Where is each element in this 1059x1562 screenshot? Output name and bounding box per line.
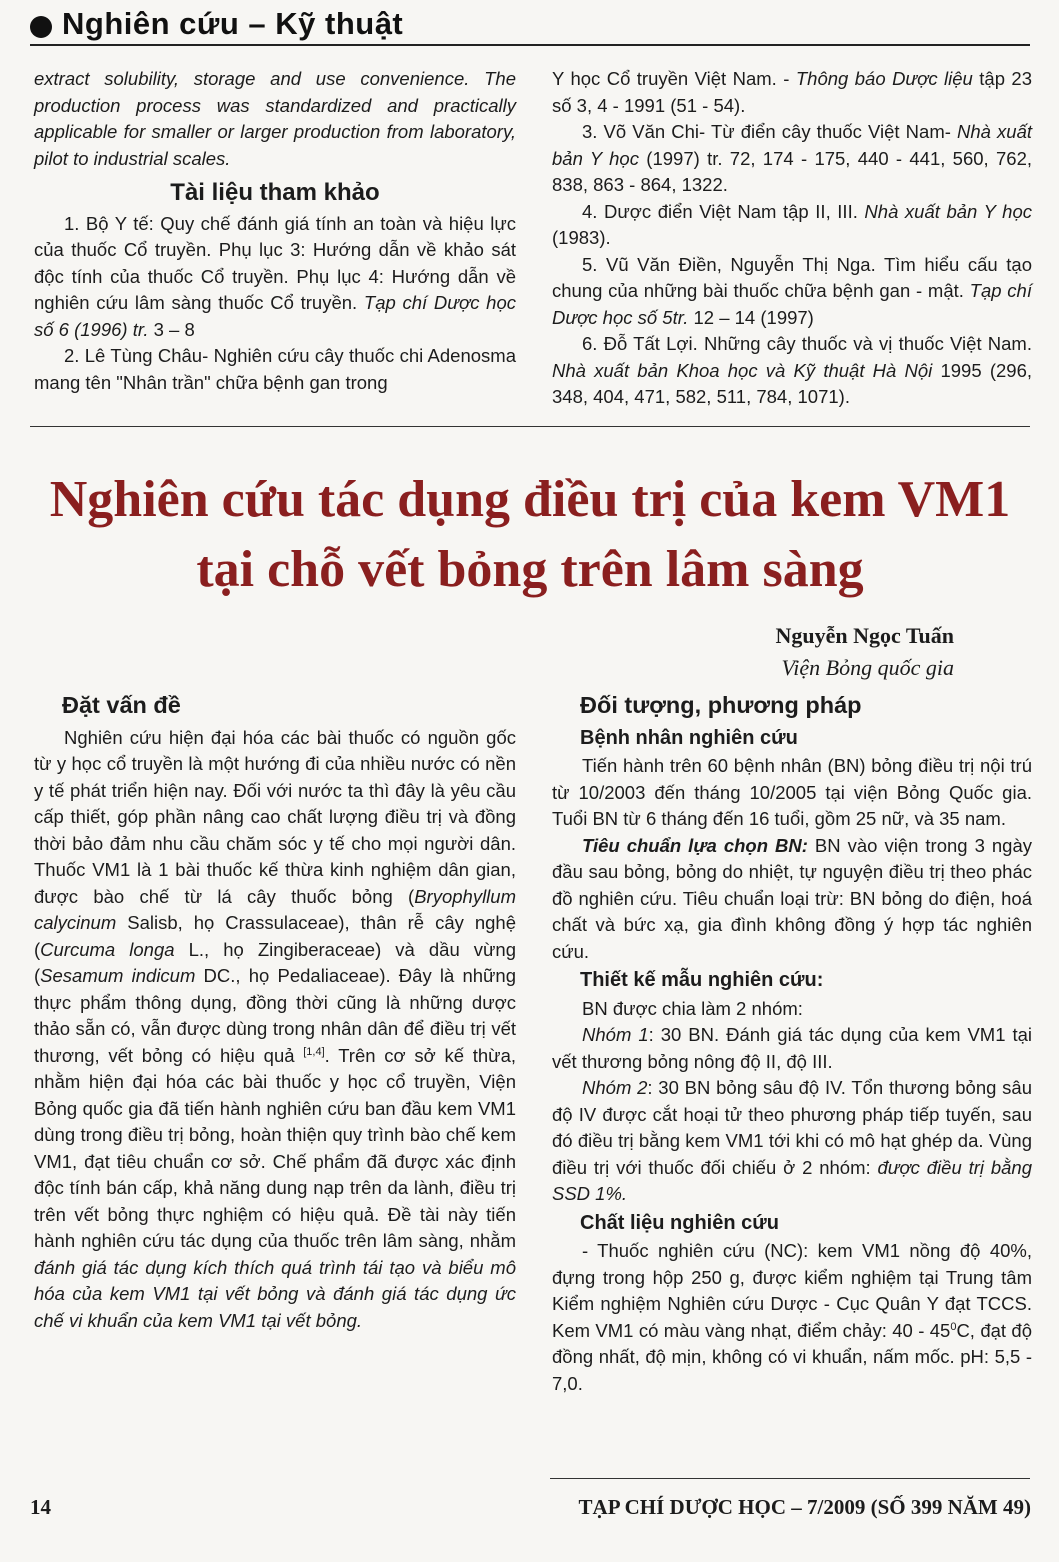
article-title-line-2: tại chỗ vết bỏng trên lâm sàng bbox=[196, 541, 864, 598]
reference-5: 5. Vũ Văn Điền, Nguyễn Thị Nga. Tìm hiểu cấu tạo chung của những bài thuốc chữa bệnh gan - mật. Tạp chí Dược học số 5tr. 12 – 14 (1997) bbox=[552, 253, 1032, 328]
top-right-column bbox=[552, 66, 1032, 411]
methods-heading: Đối tượng, phương pháp bbox=[580, 692, 862, 718]
materials-paragraph: - Thuốc nghiên cứu (NC): kem VM1 nồng độ 40%, đựng trong hộp 250 g, được kiểm nghiệm tại Trung tâm Kiểm nghiệm Nghiên cứu Dược - Cục Quân Y đạt TCCS. Kem VM1 có màu vàng nhạt, điểm chảy: $40 - 45^0C$, đạt độ đồng nhất, độ mịn, không có vi khuẩn, nấm mốc. pH: 5,5 - 7,0. bbox=[552, 1240, 1032, 1394]
reference-6: 6. Đỗ Tất Lợi. Những cây thuốc và vị thuốc Việt Nam. Nhà xuất bản Khoa học và Kỹ thuật Hà Nội 1995 (296, 348, 404, 471, 582, 511, 784, 1071). bbox=[552, 333, 1032, 407]
references-heading: Tài liệu tham khảo bbox=[170, 179, 380, 206]
reference-2-continued: Y học Cổ truyền Việt Nam. - Thông báo Dược liệu tập 23 số 3, 4 - 1991 (51 - 54). bbox=[552, 68, 1032, 116]
section-title: Nghiên cứu – Kỹ thuật bbox=[62, 6, 404, 41]
article-title bbox=[30, 465, 1030, 605]
author-block bbox=[775, 620, 954, 684]
journal-name: TẠP CHÍ DƯỢC HỌC – 7/2009 (SỐ 399 NĂM 49) bbox=[578, 1495, 1031, 1519]
page-number: 14 bbox=[30, 1495, 51, 1519]
group-1-paragraph: Nhóm 1: 30 BN. Đánh giá tác dụng của kem VM1 tại vết thương bỏng nông độ II, độ III. bbox=[552, 1024, 1033, 1072]
introduction-heading: Đặt vấn đề bbox=[62, 692, 181, 718]
design-subheading: Thiết kế mẫu nghiên cứu: bbox=[580, 969, 824, 991]
materials-subheading: Chất liệu nghiên cứu bbox=[580, 1211, 779, 1234]
bullet-icon bbox=[30, 16, 52, 38]
top-left-column bbox=[34, 66, 516, 396]
section-header bbox=[30, 6, 1030, 46]
design-paragraph: BN được chia làm 2 nhóm: bbox=[582, 997, 803, 1019]
reference-2: 2. Lê Tùng Châu- Nghiên cứu cây thuốc chi Adenosma mang tên "Nhân trần" chữa bệnh gan trong bbox=[34, 345, 516, 393]
section-divider bbox=[30, 426, 1030, 427]
group-2-paragraph: Nhóm 2: 30 BN bỏng sâu độ IV. Tổn thương bỏng sâu độ IV được cắt hoại tử theo phương pháp tiếp tuyến, sau đó điều trị bằng kem VM1 tới khi có mô hạt ghép da. Vùng điều trị với thuốc đối chiếu ở 2 nhóm: được điều trị bằng SSD 1%. bbox=[552, 1077, 1032, 1204]
patients-paragraph: Tiến hành trên 60 bệnh nhân (BN) bỏng điều trị nội trú từ 10/2003 đến tháng 10/2005 tại viện Bỏng Quốc gia. Tuổi BN từ 6 tháng đến 16 tuổi, gồm 25 nữ, và 35 nam. bbox=[552, 755, 1032, 829]
author-name: Nguyễn Ngọc Tuấn bbox=[775, 623, 954, 648]
methods-column bbox=[552, 692, 1032, 1397]
article-title-line-1: Nghiên cứu tác dụng điều trị của kem VM1 bbox=[49, 471, 1011, 528]
footer-divider bbox=[550, 1478, 1030, 1479]
criteria-paragraph: Tiêu chuẩn lựa chọn BN: BN vào viện trong 3 ngày đầu sau bỏng, bỏng do nhiệt, tự nguyện điều trị theo phác đồ nghiên cứu. Tiêu chuẩn loại trừ: BN bỏng do điện, hoá chất và bức xạ, gia đình không đồng ý hợp tác nghiên cứu. bbox=[552, 834, 1032, 962]
reference-4: 4. Dược điển Việt Nam tập II, III. Nhà xuất bản Y học (1983). bbox=[552, 200, 1032, 248]
reference-3: 3. Võ Văn Chi- Từ điển cây thuốc Việt Nam- Nhà xuất bản Y học (1997) tr. 72, 174 - 175, 440 - 441, 560, 762, 838, 863 - 864, 1322. bbox=[552, 121, 1033, 195]
patients-subheading: Bệnh nhân nghiên cứu bbox=[580, 726, 798, 749]
reference-1: 1. Bộ Y tế: Quy chế đánh giá tính an toàn và hiệu lực của thuốc Cổ truyền. Phụ lục 3: Hướng dẫn về khảo sát độc tính của thuốc Cổ truyền. Phụ lục 4: Hướng dẫn về nghiên cứu lâm sàng thuốc Cổ truyền. Tạp chí Dược học số 6 (1996) tr. 3 – 8 bbox=[34, 212, 516, 340]
introduction-column bbox=[34, 692, 516, 1334]
abstract-end: extract solubility, storage and use convenience. The production process was standardized and practically applicable for smaller or larger production from laboratory, pilot to industrial scales. bbox=[34, 68, 516, 169]
introduction-paragraph: Nghiên cứu hiện đại hóa các bài thuốc có nguồn gốc từ y học cổ truyền là một hướng đi của nhiều nước có nền y tế phát triển hiện nay. Đối với nước ta thì đây là yêu cầu cấp thiết, góp phần nâng cao chất lượng điều trị và đồng thời bảo đảm nhu cầu chăm sóc y tế cho mọi người dân. Thuốc VM1 là 1 bài thuốc kế thừa kinh nghiệm dân gian, được bào chế từ lá cây thuốc bỏng (Bryophyllum calycinum Salisb, họ Crassulaceae), thân rễ cây nghệ (Curcuma longa L., họ Zingiberaceae) và dầu vừng (Sesamum indicum DC., họ Pedaliaceae). Đây là những thực phẩm thông dụng, đồng thời cũng là những dược thảo sẵn có, vẫn được dùng trong nhân dân để điều trị vết thương, vết bỏng có hiệu quả [1,4]. Trên cơ sở kế thừa, nhằm hiện đại hóa các bài thuốc y học cổ truyền, Viện Bỏng quốc gia đã tiến hành nghiên cứu ban đầu kem VM1 dùng trong điều trị bỏng, hoàn thiện quy trình bào chế kem VM1, đạt tiêu chuẩn cơ sở. Chế phẩm đã được xác định độc tính bán cấp, khả năng dung nạp trên da lành, điều trị trên vết bỏng thực nghiệm có hiệu quả. Đề tài này tiến hành nghiên cứu tác dụng của thuốc trên lâm sàng, nhằm đánh giá tác dụng kích thích quá trình tái tạo và biểu mô hóa của kem VM1 tại vết bỏng và đánh giá tác dụng ức chế vi khuẩn của kem VM1 tại vết bỏng. bbox=[34, 726, 517, 1331]
author-affiliation: Viện Bỏng quốc gia bbox=[781, 655, 954, 680]
